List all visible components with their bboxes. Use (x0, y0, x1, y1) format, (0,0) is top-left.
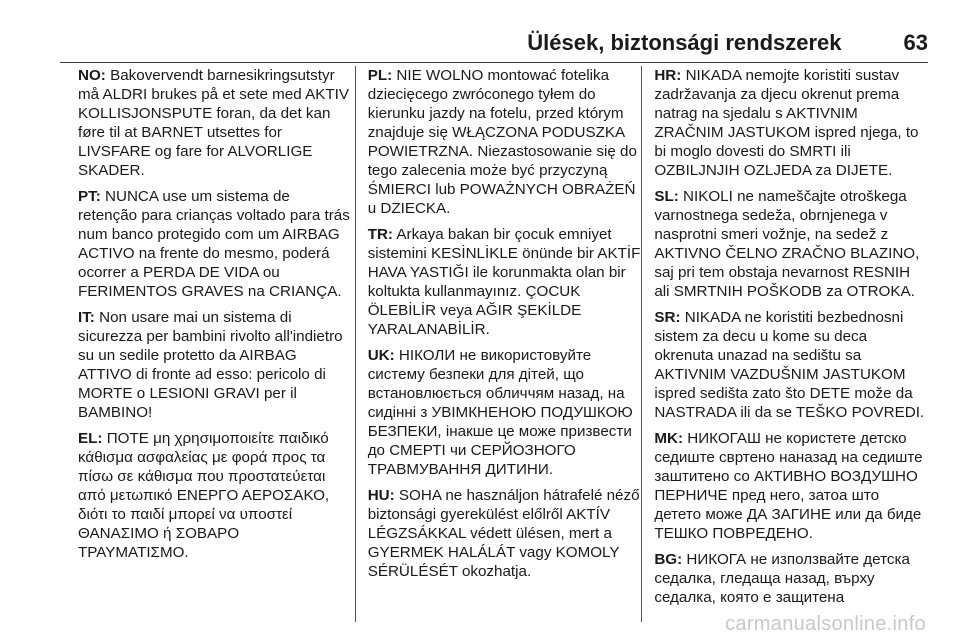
warning-pl (368, 66, 642, 218)
language-code: SL: (654, 188, 679, 205)
watermark: carmanualsonline.info (725, 613, 926, 635)
page-header (60, 22, 928, 63)
warning-text: NIE WOLNO montować fotelika dziecięcego zwróconego tyłem do kierunku jazdy na fotelu, przed którym znajduje się WŁĄCZONA PODUSZKA POWIETRZNA. Niezastosowanie się do tego zalecenia może być przyczyną ŚMIERCI lub POWAŻNYCH OBRAŻEŃ u DZIECKA. (367, 67, 637, 217)
language-code: HU: (367, 487, 395, 504)
warning-text: NIKOLI ne nameščajte otroškega varnostnega sedeža, obrnjenega v nasprotni smeri vožnje, na sedež z AKTIVNO ČELNO ZRAČNO BLAZINO, saj pri tem obstaja nevarnost RESNIH ali SMRTNIH POŠKODB za OTROKA. (654, 188, 920, 300)
warning-text: NIKADA nemojte koristiti sustav zadržavanja za djecu okrenut prema natrag na sjedalu s AKTIVNIM ZRAČNIM JASTUKOM ispred njega, to bi moglo dovesti do SMRTI ili OZBILJNJIH OZLJEDA za DIJETE. (654, 67, 919, 179)
warning-text: НИКОГА не използвайте детска седалка, гледаща назад, върху седалка, която е защитена (654, 551, 910, 606)
column-1 (78, 66, 355, 622)
language-code: BG: (654, 551, 683, 568)
warning-hu (368, 486, 642, 581)
warning-mk (654, 429, 928, 543)
warning-pt (78, 187, 351, 301)
text-columns (78, 66, 928, 622)
warning-text: ΠΟΤΕ μη χρησιμοποιείτε παιδικό κάθισμα ασφαλείας με φορά προς τα πίσω σε κάθισμα που προστατεύεται από μετωπικό ΕΝΕΡΓΟ ΑΕΡΟΣΑΚΟ, διότι το παιδί μπορεί να υποστεί ΘΑΝΑΣΙΜΟ ή ΣΟΒΑΡΟ ΤΡΑΥΜΑΤΙΣΜΟ. (78, 430, 330, 561)
language-code: SR: (654, 309, 681, 326)
warning-hr (654, 66, 928, 180)
warning-no (78, 66, 351, 180)
column-3 (641, 66, 928, 622)
warning-bg (654, 550, 928, 607)
warning-text: SOHA ne használjon hátrafelé néző biztonsági gyerekülést előlről AKTÍV LÉGZSÁKKAL védett ülésen, mert a GYERMEK HALÁLÁT vagy KOMOLY SÉRÜLÉSÉT okozhatja. (367, 487, 640, 580)
warning-el (78, 429, 351, 562)
warning-text: НІКОЛИ не використовуйте систему безпеки для дітей, що встановлюється обличчям назад, на сидінні з УВІМКНЕНОЮ ПОДУШКОЮ БЕЗПЕКИ, інакше це може призвести до СМЕРТІ чи СЕРЙОЗНОГО ТРАВМУВАННЯ ДИТИНИ. (367, 347, 633, 478)
language-code: PT: (78, 188, 101, 205)
warning-uk (368, 346, 642, 479)
warning-text: NUNCA use um sistema de retenção para crianças voltado para trás num banco protegido com um AIRBAG ACTIVO na frente do mesmo, poderá ocorrer a PERDA DE VIDA ou FERIMENTOS GRAVES na CRIANÇA. (78, 188, 350, 300)
language-code: MK: (654, 430, 684, 447)
warning-sl (654, 187, 928, 301)
language-code: PL: (367, 67, 393, 84)
language-code: UK: (367, 347, 395, 364)
language-code: HR: (654, 67, 682, 84)
warning-text: Bakovervendt barnesikringsutstyr må ALDRI brukes på et sete med AKTIV KOLLISJONSPUTE foran, da det kan føre til at BARNET utsettes for LIVSFARE og fare for ALVORLIGE SKADER. (78, 67, 349, 179)
warning-text: Arkaya bakan bir çocuk emniyet sistemini KESİNLİKLE önünde bir AKTİF HAVA YASTIĞI ile korunmakta olan bir koltukta kullanmayınız. ÇOCUK ÖLEBİLİR veya AĞIR ŞEKİLDE YARALANABİLİR. (367, 226, 641, 338)
language-code: IT: (78, 309, 95, 326)
warning-it (78, 308, 351, 422)
language-code: NO: (78, 67, 106, 84)
language-code: TR: (367, 226, 393, 243)
language-code: EL: (78, 430, 103, 447)
warning-tr (368, 225, 642, 339)
column-2 (355, 66, 642, 622)
warning-text: NIKADA ne koristiti bezbednosni sistem za decu u kome su deca okrenuta unazad na sedištu sa AKTIVNIM VAZDUŠNIM JASTUKOM ispred sedišta zato što DETE može da NASTRADA ili da se TEŠKO POVREDI. (654, 309, 925, 421)
warning-text: НИКОГАШ не користете детско седиште свртено наназад на седиште заштитено со АКТИВНО ВОЗДУШНО ПЕРНИЧЕ пред него, затоа што детето може ДА ЗАГИНЕ или да биде ТЕШКО ПОВРЕДЕНО. (654, 430, 923, 542)
page-title: Ülések, biztonsági rendszerek (527, 30, 842, 55)
page-number: 63 (903, 30, 928, 55)
warning-sr (654, 308, 928, 422)
warning-text: Non usare mai un sistema di sicurezza per bambini rivolto all'indietro su un sedile protetto da AIRBAG ATTIVO di fronte ad esso: pericolo di MORTE o LESIONI GRAVI per il BAMBINO! (78, 309, 343, 421)
